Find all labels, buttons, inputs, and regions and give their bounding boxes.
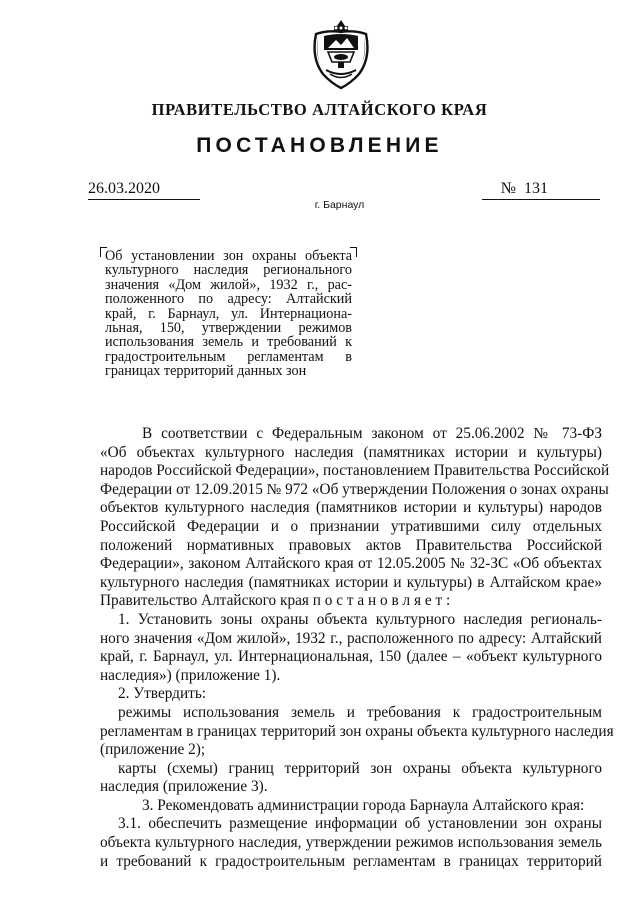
- government-name: ПРАВИТЕЛЬСТВО АЛТАЙСКОГО КРАЯ: [151, 100, 488, 119]
- subject-line: культурного наследия регионального: [105, 262, 352, 279]
- subject-line: использования земель и требований к: [105, 334, 352, 351]
- body-line: регламентам в границах территорий зон охраны объекта культурного наследия: [100, 722, 614, 740]
- body-line: и требований к градостроительным регламентам в границах территорий: [100, 852, 602, 870]
- body-line: объектов культурного наследия (памятников истории и культуры) народов: [100, 499, 602, 517]
- document-type: ПОСТАНОВЛЕНИЕ: [196, 134, 443, 157]
- subject-line: край, г. Барнаул, ул. Интернациона-: [105, 305, 352, 322]
- body-line: режимы использования земель и требования к градостроительным: [118, 703, 602, 721]
- document-subject: [105, 249, 352, 379]
- body-line: 1. Установить зоны охраны объекта культурного наследия региональ-: [118, 610, 602, 628]
- body-line: Российской Федерации и о признании утратившими силу отдельных: [100, 517, 602, 535]
- body-line: наследия») (приложение 1).: [100, 666, 281, 684]
- body-line: край, г. Барнаул, ул. Интернациональная, 150 (далее – «объект культурного: [100, 648, 602, 666]
- number-label: №: [500, 180, 516, 197]
- subject-line: положенного по адресу: Алтайский: [105, 291, 352, 308]
- subject-line: границах территорий данных зон: [105, 363, 307, 380]
- body-line: Федерации», законом Алтайского края от 12.05.2005 № 32-ЗС «Об объектах: [100, 555, 602, 573]
- body-line: 3. Рекомендовать администрации города Барнаула Алтайского края:: [142, 796, 585, 814]
- body-line: народов Российской Федерации», постановлением Правительства Российской: [100, 462, 610, 480]
- body-line: наследия (приложение 3).: [100, 778, 268, 796]
- body-line: культурного наследия (памятниках истории и культуры) в Алтайском крае»: [100, 573, 602, 591]
- coat-of-arms-icon: [310, 18, 372, 90]
- document-date: 26.03.2020: [88, 180, 200, 200]
- subject-line: значения «Дом жилой», 1932 г., рас-: [105, 276, 352, 293]
- body-line: 3.1. обеспечить размещение информации об установлении зон охраны: [118, 815, 602, 833]
- body-line: 2. Утвердить:: [118, 685, 207, 703]
- body-line: В соответствии с Федеральным законом от 25.06.2002 № 73-ФЗ: [142, 425, 602, 442]
- body-line: (приложение 2);: [100, 741, 206, 759]
- body-line: Правительство Алтайского края п о с т а н о в л я е т :: [100, 592, 451, 610]
- document-body: [100, 425, 614, 871]
- body-line: ного значения «Дом жилой», 1932 г., расположенного по адресу: Алтайский: [100, 629, 602, 647]
- city-name: г. Барнаул: [314, 199, 365, 211]
- document-number: [482, 180, 600, 200]
- body-line: Федерации от 12.09.2015 № 972 «Об утверждении Положения о зонах охраны: [100, 480, 609, 498]
- body-line: «Об объектах культурного наследия (памятниках истории и культуры): [100, 443, 602, 461]
- body-line: объекта культурного наследия, утверждении режимов использования земель: [100, 834, 602, 852]
- body-line: положений нормативных правовых актов Правительства Российской: [100, 536, 602, 554]
- subject-line: градостроительным регламентам в: [105, 348, 352, 365]
- subject-line: льная, 150, утверждении режимов: [105, 320, 352, 337]
- subject-line: Об установлении зон охраны объекта: [105, 248, 352, 264]
- body-line: карты (схемы) границ территорий зон охраны объекта культурного: [118, 759, 602, 777]
- number-value: 131: [524, 180, 548, 197]
